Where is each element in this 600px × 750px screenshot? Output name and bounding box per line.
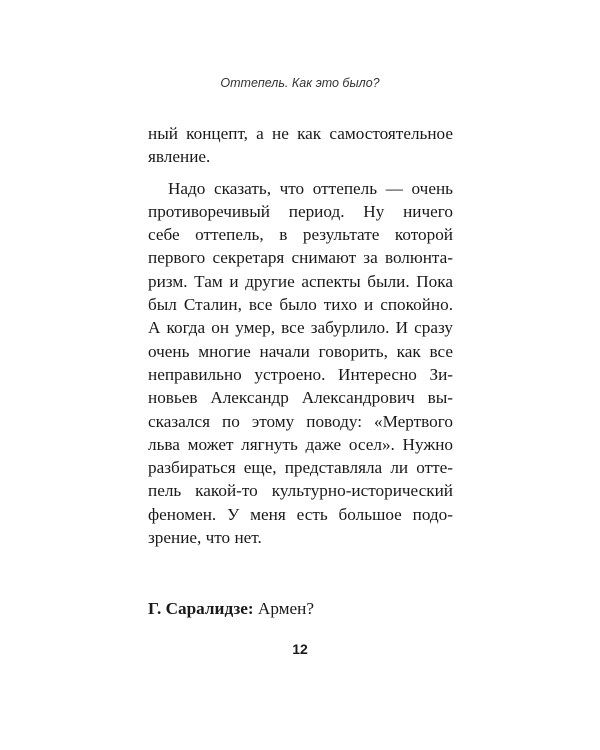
- text-line: ный концепт, а не как самостоятельное: [148, 124, 453, 143]
- text-line: новьев Александр Александрович вы-: [148, 388, 453, 408]
- speaker-utterance: Армен?: [257, 599, 314, 618]
- text-line: сказался по этому поводу: «Мертвого: [148, 411, 453, 431]
- dialogue-line: [148, 597, 453, 620]
- text-line: ризм. Там и другие аспекты были. Пока: [148, 271, 453, 291]
- text-line: противоречивый период. Ну ничего: [148, 201, 453, 221]
- text-line: пель какой-то культурно-исторический: [148, 481, 453, 501]
- page-number: 12: [292, 641, 308, 657]
- text-line: очень многие начали говорить, как все: [148, 341, 453, 361]
- text-line: зрение, что нет.: [148, 528, 262, 548]
- text-line: Надо сказать, что оттепель — очень: [168, 178, 453, 198]
- text-line: феномен. У меня есть большое подо-: [148, 504, 453, 524]
- speaker-name: Г. Саралидзе:: [148, 599, 254, 618]
- text-line: неправильно устроено. Интересно Зи-: [148, 364, 453, 384]
- text-line: явление.: [148, 147, 211, 167]
- body-text: [148, 122, 453, 549]
- text-line: себе оттепель, в результате которой: [148, 225, 453, 245]
- paragraph-gap: [148, 169, 453, 177]
- text-line: льва может лягнуть даже осел». Нужно: [148, 434, 453, 454]
- text-line: был Сталин, все было тихо и спокойно.: [148, 295, 453, 315]
- text-line: разбираться еще, представляла ли отте-: [148, 458, 453, 478]
- text-line: первого секретаря снимают за волюнта-: [148, 248, 453, 268]
- text-line: А когда он умер, все забурлило. И сразу: [148, 318, 453, 338]
- running-head-title: Оттепель. Как это было?: [220, 76, 380, 90]
